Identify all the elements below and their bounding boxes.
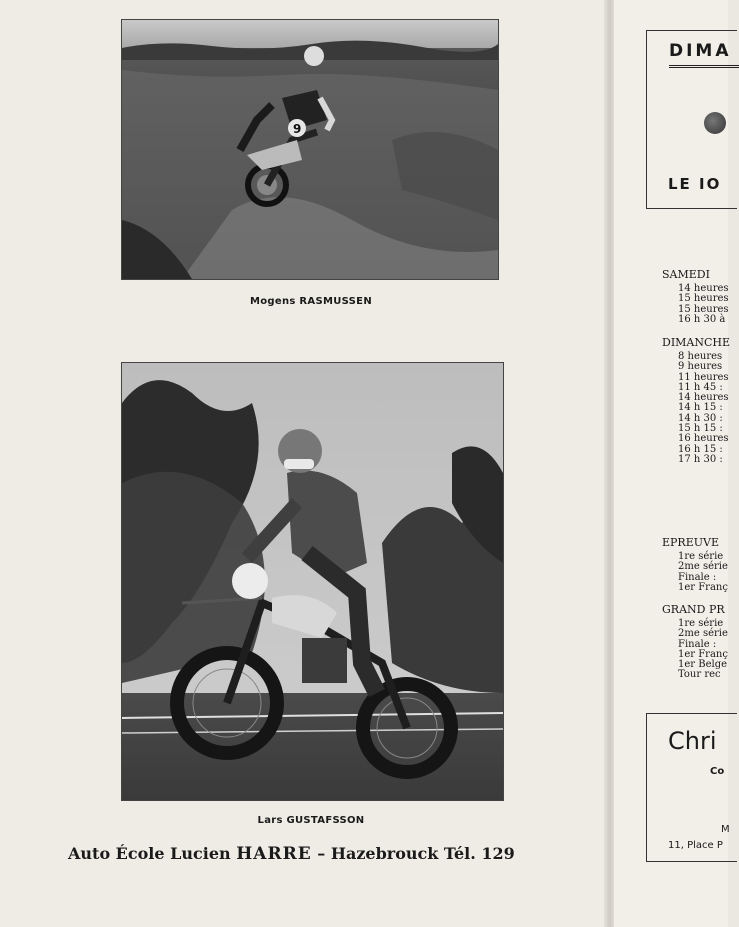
svg-text:9: 9 [293, 122, 302, 136]
title-underline [669, 65, 739, 68]
event-list-grand-prix [678, 619, 728, 681]
event-heading-grand-prix: GRAND PR [662, 603, 725, 616]
schedule-item: 14 heures [678, 283, 729, 294]
rider-photo-gustafsson [121, 362, 504, 801]
schedule-item: 11 h 45 : [678, 381, 723, 393]
schedule-heading-samedi: SAMEDI [662, 268, 710, 281]
event-item: 2me série [678, 628, 728, 640]
advertisement-line: Co [710, 766, 725, 777]
event-item: 1re série [678, 618, 724, 629]
photo-caption: Lars GUSTAFSSON [257, 815, 365, 826]
event-item: 1er Franç [678, 648, 728, 660]
schedule-item: 16 heures [678, 433, 729, 445]
event-item: 1er Franç [678, 581, 728, 593]
footer-separator: – [317, 844, 326, 863]
schedule-item: 14 h 30 : [678, 412, 723, 424]
advertisement-footer [68, 844, 568, 864]
schedule-item: 14 h 15 : [678, 402, 723, 414]
event-item: 1er Belge [678, 659, 728, 671]
footer-owner: HARRE [236, 844, 312, 864]
event-item: 1re série [678, 551, 724, 562]
schedule-item: 17 h 30 : [678, 453, 723, 465]
program-title: DIMA [669, 41, 732, 61]
program-subtitle: LE IO [668, 175, 722, 193]
rider-photo-rasmussen [121, 19, 499, 280]
schedule-item: 16 h 15 : [678, 443, 723, 455]
event-item: Finale : [678, 571, 717, 583]
event-item: Tour rec [678, 669, 721, 681]
schedule-item: 15 h 15 : [678, 423, 723, 435]
schedule-item: 9 heures [678, 361, 723, 373]
photo-caption: Mogens RASMUSSEN [250, 296, 372, 307]
schedule-heading-dimanche: DIMANCHE [662, 336, 731, 349]
schedule-item: 14 heures [678, 392, 729, 404]
advertisement-address: 11, Place P [668, 840, 723, 851]
emblem-icon [704, 112, 726, 134]
schedule-item: 16 h 30 à [678, 313, 726, 325]
event-list-epreuve [678, 552, 728, 593]
schedule-list-dimanche [678, 352, 729, 465]
event-item: 2me série [678, 561, 728, 573]
advertisement-brand: Chri [668, 727, 717, 755]
advertisement-line: M [721, 824, 730, 835]
schedule-item: 11 heures [678, 371, 729, 383]
schedule-item: 15 heures [678, 303, 729, 315]
footer-school: Auto École Lucien [68, 844, 231, 863]
event-item: Finale : [678, 638, 717, 650]
schedule-item: 8 heures [678, 351, 723, 362]
footer-city: Hazebrouck [330, 844, 439, 863]
schedule-list-samedi [678, 284, 729, 325]
event-heading-epreuve: EPREUVE [662, 536, 719, 549]
footer-telephone: Tél. 129 [443, 844, 515, 863]
schedule-item: 15 heures [678, 293, 729, 305]
